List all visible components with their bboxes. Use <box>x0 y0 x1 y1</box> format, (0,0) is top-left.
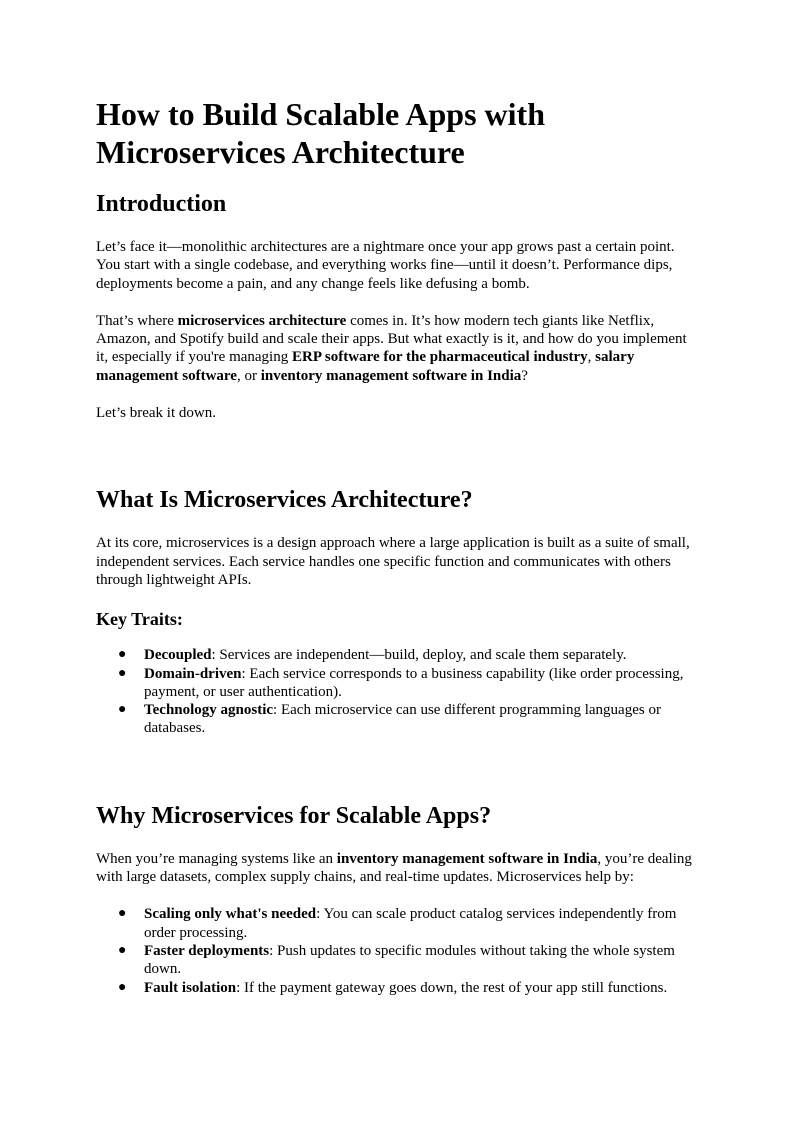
list-item <box>96 979 699 997</box>
page-title: How to Build Scalable Apps with Microservices Architecture <box>96 96 545 170</box>
section-heading-what: What Is Microservices Architecture? <box>96 487 473 514</box>
list-item <box>96 701 699 738</box>
list-item-label: Scaling only what's needed <box>144 906 317 923</box>
section-spacer <box>96 441 699 486</box>
list-item-label: Faster deployments <box>144 942 270 959</box>
bold-term: microservices architecture <box>177 312 347 329</box>
list-item-label: Technology agnostic <box>144 702 274 719</box>
bullet-icon: ● <box>118 665 127 681</box>
bullet-icon: ● <box>118 647 127 663</box>
bullet-icon: ● <box>118 942 127 958</box>
section-spacer <box>96 757 699 802</box>
bullet-icon: ● <box>118 702 127 718</box>
list-item <box>96 646 699 664</box>
list-item-text: : Each service corresponds to a business capability (like order processing, payment, or user authentication). <box>144 665 684 700</box>
list-item-label: Domain-driven <box>144 665 242 682</box>
text-run: , you’re dealing with large datasets, complex supply chains, and real-time updates. Microservices help by: <box>96 850 692 886</box>
bullet-icon: ● <box>118 906 127 922</box>
text-run: When you’re managing systems like an <box>96 850 337 867</box>
text-run: comes in. It’s how modern tech giants like Netflix, Amazon, and Spotify build and scale their apps. But what exactly is it, and how do you implement it, especially if you're managing <box>96 312 687 366</box>
key-traits-heading: Key Traits: <box>96 609 183 630</box>
list-item-label: Fault isolation <box>144 979 237 996</box>
section-heading-introduction: Introduction <box>96 191 227 217</box>
why-paragraph-1 <box>96 850 699 887</box>
key-traits-list <box>96 646 699 737</box>
benefits-list <box>96 905 699 996</box>
bullet-icon: ● <box>118 979 127 995</box>
bold-term: ERP software for the pharmaceutical industry <box>291 349 588 366</box>
list-item <box>96 942 699 979</box>
text-run: , <box>587 349 596 366</box>
intro-paragraph-2 <box>96 312 699 385</box>
list-item <box>96 665 699 702</box>
what-paragraph-1: At its core, microservices is a design approach where a large application is built as a suite of small, independent services. Each service handles one specific function and communicates with others through lightweight APIs. <box>96 535 690 588</box>
intro-paragraph-3: Let’s break it down. <box>96 405 216 422</box>
list-item-text: : If the payment gateway goes down, the rest of your app still functions. <box>236 979 668 996</box>
text-run: That’s where <box>96 312 178 329</box>
list-item-text: : Each microservice can use different programming languages or databases. <box>144 702 661 737</box>
bold-term: inventory management software in India <box>336 850 598 867</box>
text-run: , or <box>236 367 261 384</box>
bold-term: inventory management software in India <box>260 367 522 384</box>
text-run: ? <box>521 367 528 384</box>
list-item <box>96 905 699 942</box>
list-item-text: : Services are independent—build, deploy, and scale them separately. <box>211 647 627 664</box>
list-item-text: : You can scale product catalog services independently from order processing. <box>144 906 677 941</box>
bold-term: salary management software <box>96 349 635 384</box>
intro-paragraph-1: Let’s face it—monolithic architectures are a nightmare once your app grows past a certain point. You start with a single codebase, and everything works fine—until it doesn’t. Performance dips, deployments become a pain, and any change feels like defusing a bomb. <box>96 239 675 292</box>
section-heading-why: Why Microservices for Scalable Apps? <box>96 802 492 829</box>
list-item-text: : Push updates to specific modules without taking the whole system down. <box>144 942 675 978</box>
list-item-label: Decoupled <box>144 647 212 664</box>
